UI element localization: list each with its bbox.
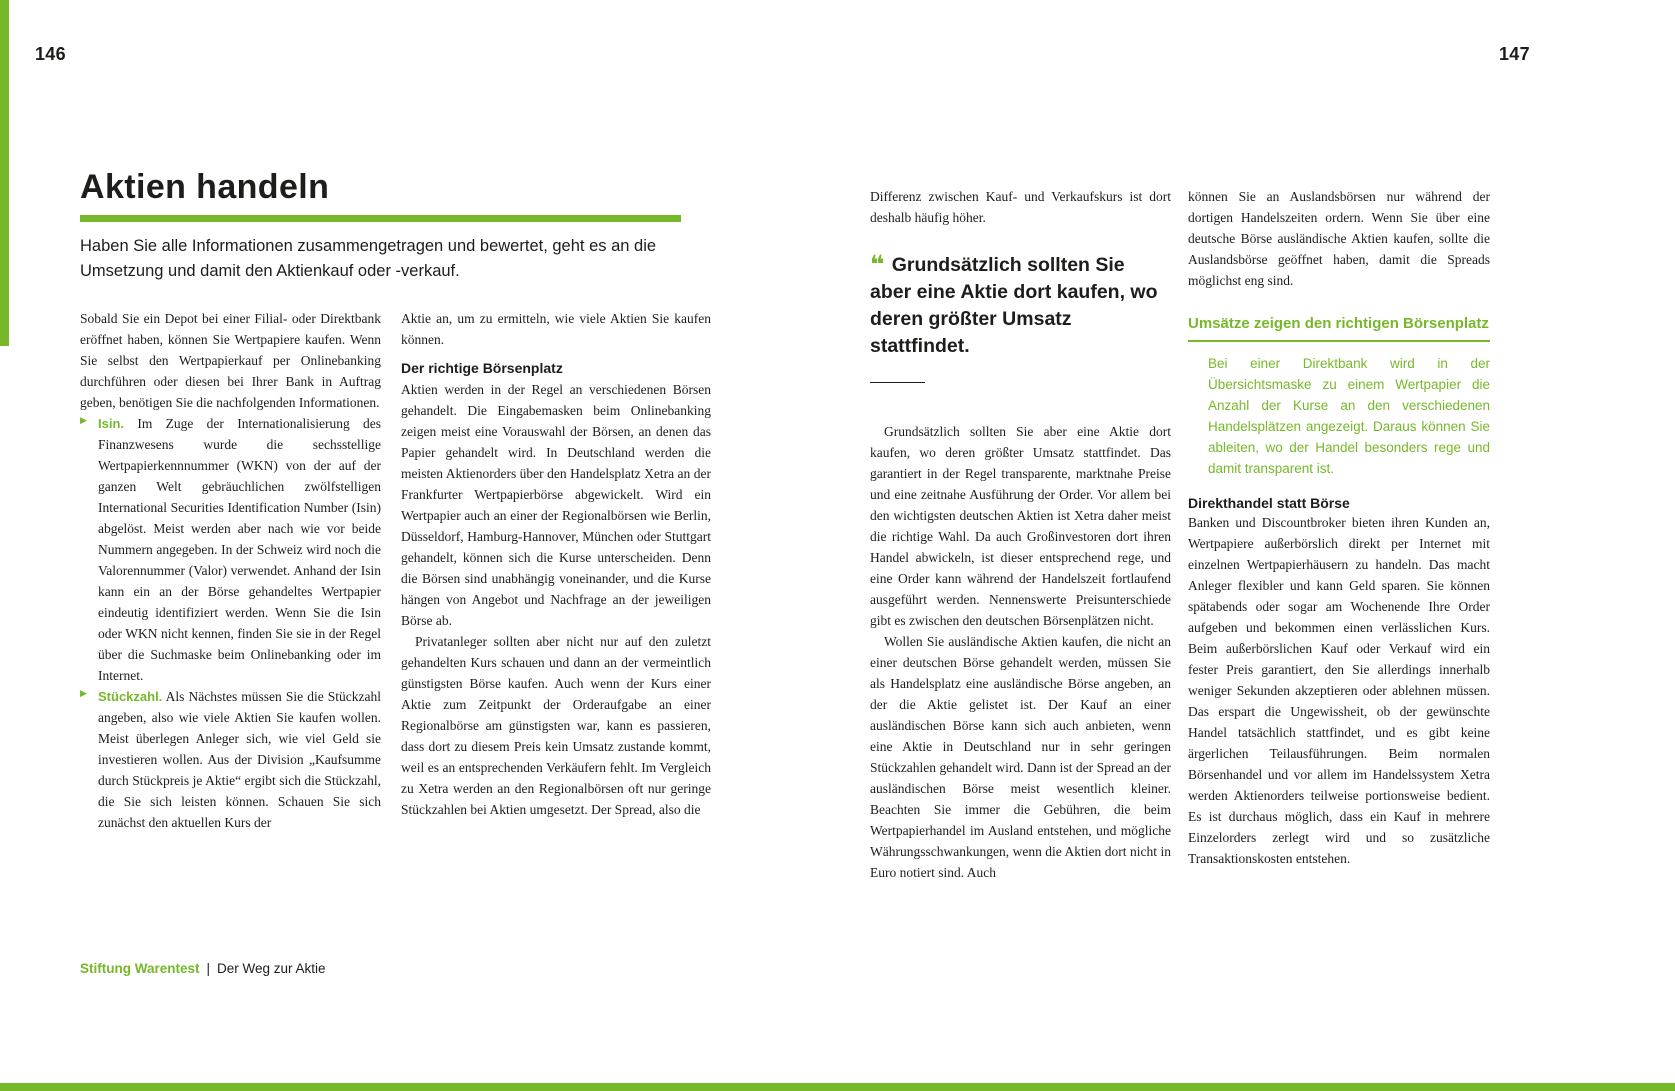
paragraph: Wollen Sie ausländische Aktien kaufen, die nicht an einer deutschen Börse gehandelt werden, müssen Sie als Handelsplatz eine ausländische Börse angeben, an der die Aktie gelistet ist. Der Kauf an einer ausländischen Börse kann sich auch anbieten, wenn eine Aktie in Deutschland nur in sehr geringen Stückzahlen gehandelt wird. Dann ist der Spread an der ausländischen Börse meist wesentlich kleiner. Beachten Sie immer die Gebühren, die beim Wertpapierhandel im Ausland entstehen, und mögliche Währungsschwankungen, wenn die Aktien dort nicht in Euro notiert sind. Auch (870, 634, 1171, 880)
bullet-text: Als Nächstes müssen Sie die Stückzahl angeben, also wie viele Aktien Sie kaufen wollen. Meist überlegen Anleger sich, wie viel Geld sie investieren wollen. Aus der Division „Kaufsumme durch Stückpreis je Aktie“ ergibt sich die Stückzahl, die Sie sich leisten können. Schauen Sie sich zunächst den aktuellen Kurs der (98, 689, 381, 830)
paragraph: Aktien werden in der Regel an verschiedenen Börsen gehandelt. Die Eingabemasken beim Onlinebanking zeigen meist eine Vorauswahl der Börsen, an denen das Papier gehandelt wird. In Deutschland werden die meisten Aktienorders über den Handelsplatz Xetra an der Frankfurter Wertpapierbörse abgewickelt. Wird ein Wertpapier auch an einer der Regionalbörsen wie Berlin, Düsseldorf, Hamburg-Hannover, München oder Stuttgart gehandelt, können sich die Kurse unterscheiden. Denn die Börsen sind unabhängig voneinander, und die Kurse hängen von Angebot und Nachfrage an der jeweiligen Börse ab. (401, 382, 711, 628)
bullet-text: Im Zuge der Internationalisierung des Finanzwesens wurde die sechsstellige Wertpapierkennnummer (WKN) von der auf der ganzen Welt gebräuchlichen zwölfstelligen International Securities Identification Number (Isin) abgelöst. Meist werden aber nach wie vor beide Nummern angegeben. In der Schweiz wird noch die Valorennummer (Valor) verwendet. Anhand der Isin kann ein an der Börse gehandeltes Wertpapier eindeutig identifiziert werden. Wenn Sie die Isin oder WKN nicht kennen, finden Sie sie in der Regel über die Suchmaske beim Onlinebanking oder im Internet. (98, 416, 381, 683)
page-number-right: 147 (1499, 44, 1530, 64)
tip-box-rule (1188, 340, 1490, 342)
list-item-isin (80, 413, 381, 686)
section-heading-direkthandel: Direkthandel statt Börse (1188, 495, 1350, 511)
bullet-paragraph (98, 686, 381, 833)
pull-quote (870, 251, 1171, 360)
tip-box-heading: Umsätze zeigen den richtigen Börsenplatz (1188, 315, 1489, 332)
page-footer (80, 961, 326, 976)
bullet-label: Isin. (98, 416, 125, 431)
tip-box-text: Bei einer Direktbank wird in der Übersichtsmaske zu einem Wertpapier die Anzahl der Kurse an den verschiedenen Handelsplätzen angezeigt. Daraus können Sie ableiten, wo der Handel besonders rege und damit transparent ist. (1208, 356, 1490, 476)
continuation-paragraph: können Sie an Auslandsbörsen nur während der dortigen Handelszeiten ordern. Wenn Sie über eine deutsche Börse ausländische Aktien kaufen, sollte die Auslandsbörse geöffnet haben, damit die Spreads möglichst eng sind. (1188, 189, 1490, 288)
bullet-paragraph (98, 413, 381, 686)
continuation-paragraph: Differenz zwischen Kauf- und Verkaufskurs ist dort deshalb häufig höher. (870, 189, 1171, 225)
right-page-column-1 (870, 186, 1171, 883)
bottom-edge-accent-bar (0, 1083, 1675, 1091)
paragraph: Grundsätzlich sollten Sie aber eine Aktie dort kaufen, wo deren größter Umsatz stattfindet. Das garantiert in der Regel transparente, marktnahe Preise und eine zeitnahe Ausführung der Order. Vor allem bei den wichtigsten deutschen Aktien ist Xetra daher meist die richtige Wahl. Da auch Großinvestoren dort ihren Handel abwickeln, ist dieser entsprechend rege, und eine Order kann während der Handelszeit fortlaufend ausgeführt werden. Nennenswerte Preisunterschiede gibt es zwischen den deutschen Börsenplätzen nicht. (870, 424, 1171, 628)
right-page-column-2 (1188, 186, 1490, 869)
paragraph: Banken und Discountbroker bieten ihren Kunden an, Wertpapiere außerbörslich direkt per Internet mit einzelnen Wertpapierhäusern zu handeln. Das macht Anleger flexibler und kann Geld sparen. Sie können spätabends oder sogar am Wochenende Ihre Order aufgeben und bekommen einen verlässlichen Kurs. Beim außerbörslichen Kauf oder Verkauf wird ein fester Preis garantiert, den Sie allerdings innerhalb weniger Sekunden akzeptieren oder ablehnen müssen. Das erspart die Ungewissheit, ob der gewünschte Handel tatsächlich stattfindet, und es gibt keine ärgerlichen Teilausführungen. Beim normalen Börsenhandel und vor allem im Handelssystem Xetra werden Aktienorders teilweise portionsweise bedient. Es ist durchaus möglich, dass ein Kauf in mehrere Einzelorders zerlegt wird und so zusätzliche Transaktionskosten entstehen. (1188, 515, 1490, 866)
left-page-column-2 (401, 308, 711, 820)
left-edge-accent-bar (0, 0, 9, 346)
footer-brand: Stiftung Warentest (80, 961, 200, 976)
intro-paragraph: Sobald Sie ein Depot bei einer Filial- oder Direktbank eröffnet haben, können Sie Wertpapiere kaufen. Wenn Sie selbst den Wertpapierkauf per Onlinebanking durchführen oder diesen bei Ihrer Bank in Auftrag geben, benötigen Sie die nachfolgenden Informationen. (80, 311, 381, 410)
left-page-column-1 (80, 308, 381, 833)
section-heading-boersenplatz: Der richtige Börsenplatz (401, 360, 563, 376)
continuation-paragraph: Aktie an, um zu ermitteln, wie viele Aktien Sie kaufen können. (401, 311, 711, 347)
page-number-left: 146 (35, 44, 66, 64)
title-underline-rule (80, 215, 681, 222)
footer-chapter-title: Der Weg zur Aktie (217, 961, 326, 976)
quote-divider-rule (870, 382, 925, 383)
bullet-arrow-icon: ▶ (80, 689, 87, 699)
bullet-label: Stückzahl. (98, 689, 163, 704)
list-item-stueckzahl (80, 686, 381, 833)
pull-quote-text: Grundsätzlich sollten Sie aber eine Aktie dort kaufen, wo deren größter Umsatz stattfindet. (870, 254, 1158, 357)
bullet-arrow-icon: ▶ (80, 416, 87, 426)
paragraph: Privatanleger sollten aber nicht nur auf den zuletzt gehandelten Kurs schauen und dann an der vermeintlich günstigsten Börse kaufen. Auch wenn der Kurs einer Aktie zum Zeitpunkt der Orderaufgabe an einer Regionalbörse am günstigsten war, kann es passieren, dass dort zu diesem Preis kein Umsatz zustande kommt, weil es an entsprechenden Verkäufern fehlt. Im Vergleich zu Xetra werden an den Regionalbörsen oft nur geringe Stückzahlen bei Aktien umgesetzt. Der Spread, also die (401, 634, 711, 817)
chapter-title: Aktien handeln (80, 168, 330, 206)
lead-paragraph: Haben Sie alle Informationen zusammengetragen und bewertet, geht es an die Umsetzung und damit den Aktienkauf oder -verkauf. (80, 237, 657, 280)
footer-separator: | (206, 961, 211, 976)
quote-marks-icon: ❝ (870, 250, 885, 279)
